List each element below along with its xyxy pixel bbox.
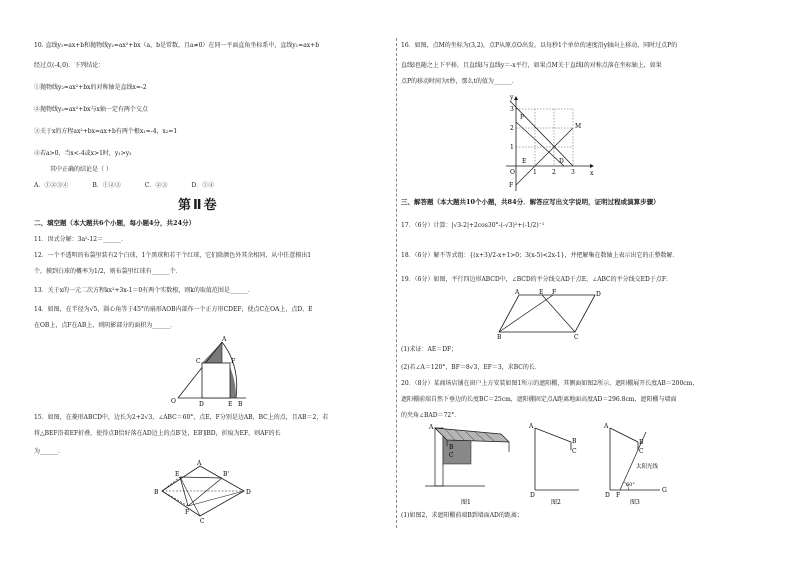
label-D: D [596,291,601,298]
label-C: C [449,452,454,459]
label-C: C [574,334,579,340]
q15-line3: 为______． [34,448,65,455]
label-M: M [575,123,582,130]
section3-heading: 三、解答题（本大题共10个小题，共84分．解答应写出文字说明，证明过程或演算步骤） [401,198,660,206]
q15-line1: 15．如图，在菱形ABCD中，边长为2+2√3，∠ABC＝60°，点E，F分别是边AB，BC上的点，且AB＝2，若 [34,414,329,421]
label-B: B [154,489,159,496]
label-D: D [559,158,564,165]
q14-figure [170,335,260,407]
label-P: P [520,114,525,121]
tick-y-2: 2 [510,125,514,132]
q12-line1: 12．一个不透明的布袋里装有2个白球，1个黑球和若干个红球，它们除颜色外其余相同，从中任意摸出1 [34,252,312,259]
q20-figure2 [527,420,597,510]
q19-part1: (1)求证：AE＝DF； [401,346,458,353]
label-O: O [171,398,176,405]
q20-line3: 的夹角∠BAD＝72°． [401,412,461,419]
label-y: y [510,95,514,101]
label-D: D [530,492,535,499]
label-G: G [662,487,667,494]
q20-line1: 20．（8分）某商场店铺在窗户上方安装如图1所示的遮阳棚，其侧面如图2所示，遮阳棚展开长度AB＝200cm， [401,380,699,387]
caption-fig3: 图3 [630,499,640,506]
label-E: E [539,289,544,296]
shaded-region-top [202,342,222,363]
q20-line2: 遮阳棚前端自然下垂边的长度BC＝25cm，遮阳棚固定点A距离地面高度AD＝296.8cm，遮阳棚与墙面 [401,396,677,403]
right-column [397,0,794,562]
label-D: D [605,492,610,499]
label-A: A [604,423,609,430]
tick-x-3: 3 [571,169,575,176]
q14-line1: 14．如图，在半径为√5，圆心角等于45°的扇形AOB内部作一个正方形CDEF，使点C在OA上，点D、E [34,306,313,313]
label-E: E [175,471,180,478]
label-B: B [238,401,243,407]
q10-statement-3: ③关于x的方程ax²+bx=ax+b有两个根x₁=-4，x₂=1 [34,128,178,135]
tick-y-1: 1 [510,144,514,151]
label-A: A [429,424,434,431]
q19-figure [497,288,607,340]
label-A: A [529,423,534,430]
label-F: F [509,182,514,189]
label-B: B [639,439,644,446]
section2-heading: 二、填空题（本大题共6个小题，每小题4分，共24分） [34,219,196,227]
tick-y-3: 3 [510,106,514,113]
q10-statement-2: ②抛物线y₂=ax²+bx与x轴一定有两个交点 [34,106,148,113]
q11: 11．因式分解：3a²-12＝______． [34,236,128,243]
q18: 18．（6分）解不等式组：{(x+3)/2-x+1>0；3(x-5)<2x-1}，并把解集在数轴上表示出它的正整数解． [401,252,679,259]
q16-line3: 点P的移动时间为t秒，那么t的值为______． [401,78,518,85]
label-A: A [515,289,520,296]
label-E: E [522,158,527,165]
label-B: B [572,438,577,445]
label-C: C [639,448,644,455]
q19-line1: 19．（6分）如图，平行四边形ABCD中，∠BCD的平分线交AD于点E，∠ABC的平分线交ED于点F． [401,276,673,283]
label-C: C [196,358,201,365]
q10-statement-4: ④若a>0，当x<-4或x>1时，y₁>y₂ [34,150,132,157]
part2-title: 第Ⅱ卷 [178,198,219,213]
q19-part2: (2)若∠A＝120°，BF＝8√3，EF＝3，求BC的长． [401,364,541,371]
q10-line2: 经过点(-4,0)．下列结论： [34,62,105,69]
label-O: O [510,169,515,176]
q16-figure [502,95,597,195]
label-x: x [590,170,594,177]
q10-statement-1: ①抛物线y₂=ax²+bx的对称轴是直线x=-2 [34,84,147,91]
q10-ask: 其中正确的结论是（ ） [50,166,112,173]
label-A: A [197,460,202,467]
q20-part1: (1)如图2，求遮阳棚前端B到墙面AD的距离； [401,512,523,519]
q15-line2: 将△BEF沿着EF折叠，使得点B恰好落在AD边上的点B′处，EB′∥BD，折痕为EF，则AF的长 [34,430,281,437]
label-F: F [552,289,557,296]
q20-figure1-awning [425,420,525,510]
label-C: C [200,518,205,524]
tick-x-2: 2 [552,169,556,176]
label-C: C [572,448,577,455]
q10-line1: 10. 直线y₁=ax+b和抛物线y₂=ax²+bx（a，b是常数，且a≠0）在同一平面直角坐标系中，直线y₁=ax+b [34,42,320,49]
label-F: F [616,492,621,499]
label-A: A [222,336,227,343]
label-E: E [228,401,233,407]
q14-line2: 在OB上，点F在AB上，则阴影部分的面积为______． [34,322,177,329]
label-B-prime: B' [223,471,230,478]
label-D: D [199,401,204,407]
q20-figure3 [602,420,682,510]
q17: 17．（6分）计算：|√3-2|+2cos30°-(-√3)²+(-1/2)⁻¹ [401,222,545,229]
caption-fig1: 图1 [461,499,471,506]
label-D: D [246,489,251,496]
label-F: F [231,358,236,365]
q10-options: A．①②③④ B．①②③ C．②③ D．①④ [34,182,215,189]
angle-label: 60° [626,482,635,488]
q16-line1: 16．如图，点M的坐标为(3,2)，点P从原点O出发，以每秒1个单位的速度沿y轴向上移动，同时过点P的 [401,42,678,49]
q15-figure [148,458,258,524]
label-B: B [449,444,454,451]
caption-fig2: 图2 [551,499,561,506]
q16-line2: 直线l也随之上下平移，且直线l与直线y＝-x平行，如果点M关于直线l的对称点落在坐标轴上，如果 [401,62,662,69]
label-F: F [185,509,190,516]
sunlight-label: 太阳光线 [636,464,659,470]
q13: 13．关于x的一元二次方程kx²+3x-1＝0有两个实数根，则k的取值范围是______． [34,287,254,294]
q12-line2: 个，摸到白球的概率为1/2，则布袋里红球有______个． [34,268,182,275]
label-B: B [497,334,502,340]
tick-x-1: 1 [533,169,537,176]
